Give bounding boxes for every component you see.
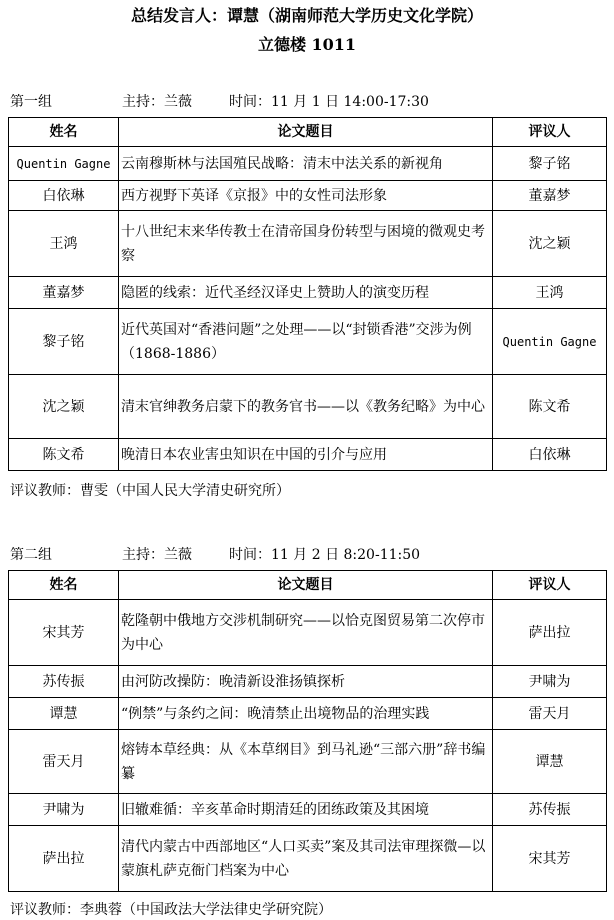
paper-title: 由河防改操防：晚清新设淮扬镇探析 — [119, 666, 493, 698]
group-1-table — [8, 117, 607, 471]
presenter-name: 白依琳 — [9, 181, 119, 211]
group-2-table — [8, 570, 607, 892]
paper-title: 乾隆朝中俄地方交涉机制研究——以恰克图贸易第二次停市为中心 — [119, 600, 493, 666]
paper-title: 熔铸本草经典：从《本草纲目》到马礼逊“三部六册”辞书编纂 — [119, 730, 493, 794]
paper-title: “例禁”与条约之间：晚清禁止出境物品的治理实践 — [119, 698, 493, 730]
reviewer-name: 尹啸为 — [493, 666, 607, 698]
reviewer-name: 陈文希 — [493, 375, 607, 439]
venue-heading: 立德楼 1011 — [257, 35, 357, 54]
table-header-row — [9, 571, 607, 600]
paper-title: 隐匿的线索：近代圣经汉译史上赞助人的演变历程 — [119, 277, 493, 309]
presenter-name: 沈之颖 — [9, 375, 119, 439]
presenter-name: 苏传振 — [9, 666, 119, 698]
group-1-session-info — [10, 93, 429, 111]
reviewer-name: Quentin Gagne — [493, 309, 607, 375]
table-row — [9, 794, 607, 826]
group-2-time: 时间：11 月 2 日 8:20-11:50 — [229, 547, 421, 563]
table-row — [9, 826, 607, 892]
group-2-host: 主持：兰薇 — [122, 547, 192, 563]
group-1-host: 主持：兰薇 — [122, 94, 192, 110]
presenter-name: 陈文希 — [9, 439, 119, 471]
paper-title: 十八世纪末来华传教士在清帝国身份转型与困境的微观史考察 — [119, 211, 493, 277]
paper-title: 西方视野下英译《京报》中的女性司法形象 — [119, 181, 493, 211]
presenter-name: 黎子铭 — [9, 309, 119, 375]
speaker-heading: 总结发言人：谭慧（湖南师范大学历史文化学院） — [130, 6, 483, 25]
group-1-time: 时间：11 月 1 日 14:00-17:30 — [229, 94, 429, 110]
reviewer-name: 苏传振 — [493, 794, 607, 826]
table-row — [9, 181, 607, 211]
presenter-name: 王鸿 — [9, 211, 119, 277]
topic-column-header: 论文题目 — [119, 118, 493, 147]
paper-title: 近代英国对“香港问题”之处理——以“封锁香港”交涉为例（1868-1886） — [119, 309, 493, 375]
reviewer-name: 雷天月 — [493, 698, 607, 730]
topic-column-header: 论文题目 — [119, 571, 493, 600]
reviewer-column-header: 评议人 — [493, 118, 607, 147]
table-row — [9, 698, 607, 730]
table-row — [9, 147, 607, 181]
paper-title: 云南穆斯林与法国殖民战略：清末中法关系的新视角 — [119, 147, 493, 181]
table-row — [9, 375, 607, 439]
table-row — [9, 309, 607, 375]
table-row — [9, 439, 607, 471]
group-2-reviewing-teacher: 评议教师：李典蓉（中国政法大学法律史学研究院） — [10, 902, 332, 918]
reviewer-column-header: 评议人 — [493, 571, 607, 600]
presenter-name: 董嘉梦 — [9, 277, 119, 309]
presenter-name: 雷天月 — [9, 730, 119, 794]
table-row — [9, 730, 607, 794]
presenter-name: 萨出拉 — [9, 826, 119, 892]
reviewer-name: 董嘉梦 — [493, 181, 607, 211]
paper-title: 旧辙难循：辛亥革命时期清廷的团练政策及其困境 — [119, 794, 493, 826]
reviewer-name: 白依琳 — [493, 439, 607, 471]
reviewer-name: 萨出拉 — [493, 600, 607, 666]
paper-title: 晚清日本农业害虫知识在中国的引介与应用 — [119, 439, 493, 471]
group-2-label: 第二组 — [10, 547, 52, 563]
reviewer-name: 黎子铭 — [493, 147, 607, 181]
presenter-name: 谭慧 — [9, 698, 119, 730]
table-header-row — [9, 118, 607, 147]
reviewer-name: 谭慧 — [493, 730, 607, 794]
presenter-name: 尹啸为 — [9, 794, 119, 826]
table-row — [9, 600, 607, 666]
name-column-header: 姓名 — [9, 118, 119, 147]
reviewer-name: 沈之颖 — [493, 211, 607, 277]
group-1-reviewing-teacher: 评议教师：曹雯（中国人民大学清史研究所） — [10, 483, 290, 499]
paper-title: 清末官绅教务启蒙下的教务官书——以《教务纪略》为中心 — [119, 375, 493, 439]
paper-title: 清代内蒙古中西部地区“人口买卖”案及其司法审理探微—以蒙旗札萨克衙门档案为中心 — [119, 826, 493, 892]
table-row — [9, 666, 607, 698]
group-2-session-info — [10, 546, 420, 564]
reviewer-name: 宋其芳 — [493, 826, 607, 892]
reviewer-name: 王鸿 — [493, 277, 607, 309]
table-row — [9, 277, 607, 309]
presenter-name: Quentin Gagne — [9, 147, 119, 181]
presenter-name: 宋其芳 — [9, 600, 119, 666]
group-1-label: 第一组 — [10, 94, 52, 110]
name-column-header: 姓名 — [9, 571, 119, 600]
table-row — [9, 211, 607, 277]
